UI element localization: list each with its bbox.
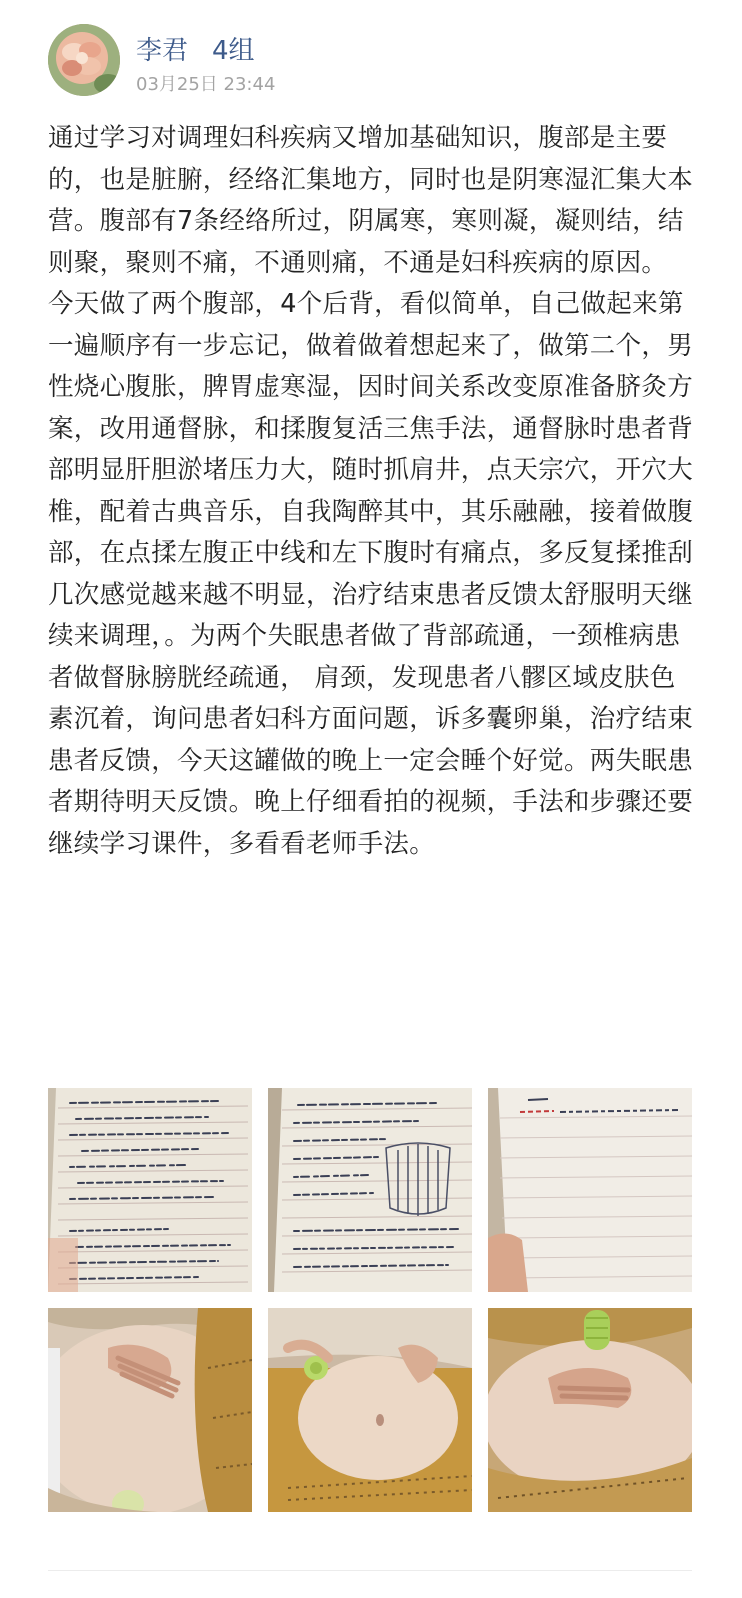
notebook-page-photo[interactable]: [488, 1088, 692, 1292]
post-body: [48, 118, 698, 865]
handwritten-notes-photo[interactable]: [48, 1088, 252, 1292]
author-line: [136, 30, 255, 67]
handwritten-notes-diagram-photo[interactable]: [268, 1088, 472, 1292]
author-name[interactable]: 李君: [136, 36, 189, 66]
avatar-flower-image: [48, 24, 120, 96]
post-paragraph: 通过学习对调理妇科疾病又增加基础知识，腹部是主要的，也是脏腑，经络汇集地方，同时也是阴寒湿汇集大本营。腹部有7条经络所过，阴属寒，寒则凝，凝则结，结则聚，聚则不痛，不通则痛，不通是妇科疾病的原因。: [48, 123, 694, 278]
photo-grid: [48, 1088, 692, 1512]
post-timestamp: 03月25日 23:44: [136, 74, 276, 95]
abdominal-massage-photo[interactable]: [48, 1308, 252, 1512]
author-group: 4组: [212, 36, 255, 66]
avatar[interactable]: [48, 24, 120, 96]
post-header: [0, 0, 742, 110]
abdominal-roller-massage-photo-2[interactable]: [488, 1308, 692, 1512]
divider: [48, 1570, 692, 1571]
abdominal-roller-massage-photo[interactable]: [268, 1308, 472, 1512]
post-paragraph: 今天做了两个腹部，4个后背，看似简单，自己做起来第一遍顺序有一步忘记，做着做着想起来了，做第二个，男性烧心腹胀，脾胃虚寒湿，因时间关系改变原准备脐灸方案，改用通督脉，和揉腹复活三焦手法，通督脉时患者背部明显肝胆淤堵压力大，随时抓肩井，点天宗穴，开穴大椎，配着古典音乐，自我陶醉其中，其乐融融，接着做腹部，在点揉左腹正中线和左下腹时有痛点，多反复揉推刮几次感觉越来越不明显，治疗结束患者反馈太舒服明天继续来调理，。为两个失眠患者做了背部疏通，一颈椎病患者做督脉膀胱经疏通， 肩颈，发现患者八髎区域皮肤色素沉着，询问患者妇科方面问题，诉多囊卵巢，治疗结束患者反馈，今天这罐做的晚上一定会睡个好觉。两失眠患者期待明天反馈。晚上仔细看拍的视频，手法和步骤还要继续学习课件，多看看老师手法。: [48, 289, 694, 859]
